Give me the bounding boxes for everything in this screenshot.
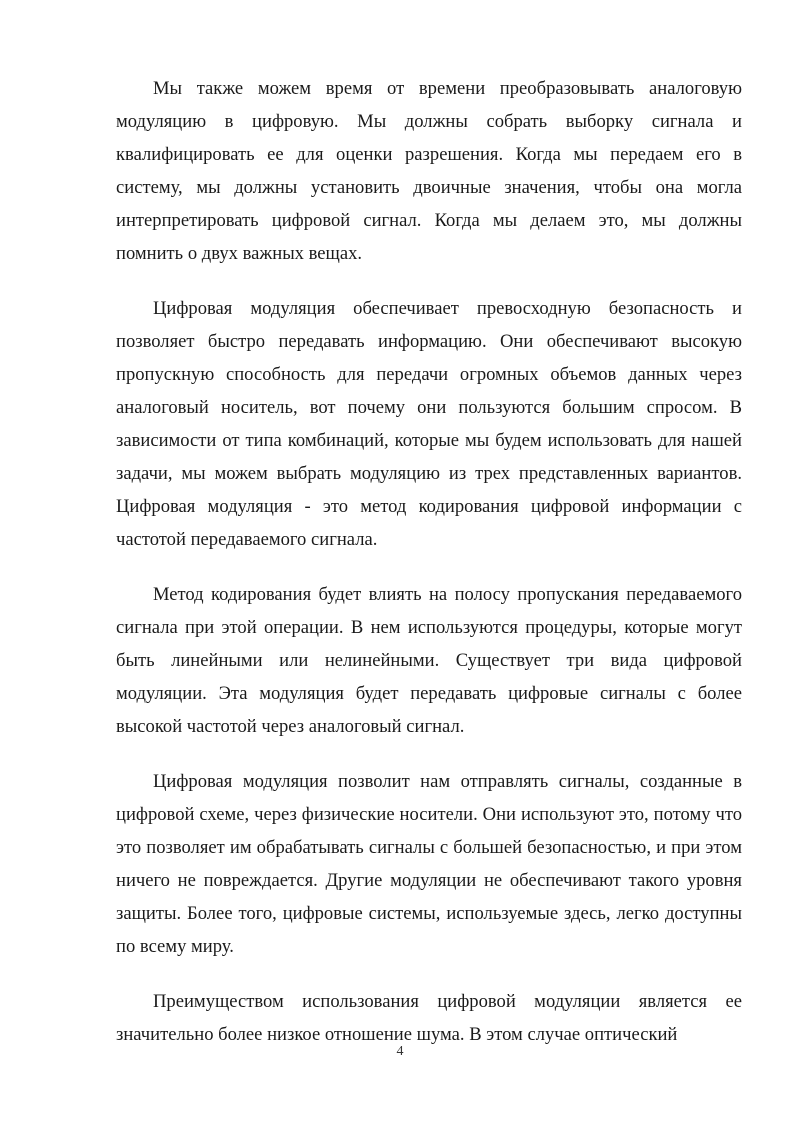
paragraph: Метод кодирования будет влиять на полосу пропускания передаваемого сигнала при этой операции. В нем используются процедуры, которые могут быть линейными или нелинейными. Существует три вида цифровой модуляции. Эта модуляция будет передавать цифровые сигналы с более высокой частотой через аналоговый сигнал. (116, 584, 742, 737)
page-number: 4 (396, 1044, 404, 1059)
paragraph: Преимуществом использования цифровой модуляции является ее значительно более низкое отношение шума. В этом случае оптический (116, 991, 742, 1045)
paragraph: Цифровая модуляция обеспечивает превосходную безопасность и позволяет быстро передавать информацию. Они обеспечивают высокую пропускную способность для передачи огромных объемов данных через аналоговый носитель, вот почему они пользуются большим спросом. В зависимости от типа комбинаций, которые мы будем использовать для нашей задачи, мы можем выбрать модуляцию из трех представленных вариантов. Цифровая модуляция - это метод кодирования цифровой информации с частотой передаваемого сигнала. (116, 298, 742, 550)
paragraph: Цифровая модуляция позволит нам отправлять сигналы, созданные в цифровой схеме, через физические носители. Они используют это, потому что это позволяет им обрабатывать сигналы с большей безопасностью, и при этом ничего не повреждается. Другие модуляции не обеспечивают такого уровня защиты. Более того, цифровые системы, используемые здесь, легко доступны по всему миру. (116, 771, 742, 957)
paragraph: Мы также можем время от времени преобразовывать аналоговую модуляцию в цифровую. Мы должны собрать выборку сигнала и квалифицировать ее для оценки разрешения. Когда мы передаем его в систему, мы должны установить двоичные значения, чтобы она могла интерпретировать цифровой сигнал. Когда мы делаем это, мы должны помнить о двух важных вещах. (116, 78, 742, 264)
document-body (116, 72, 742, 1073)
